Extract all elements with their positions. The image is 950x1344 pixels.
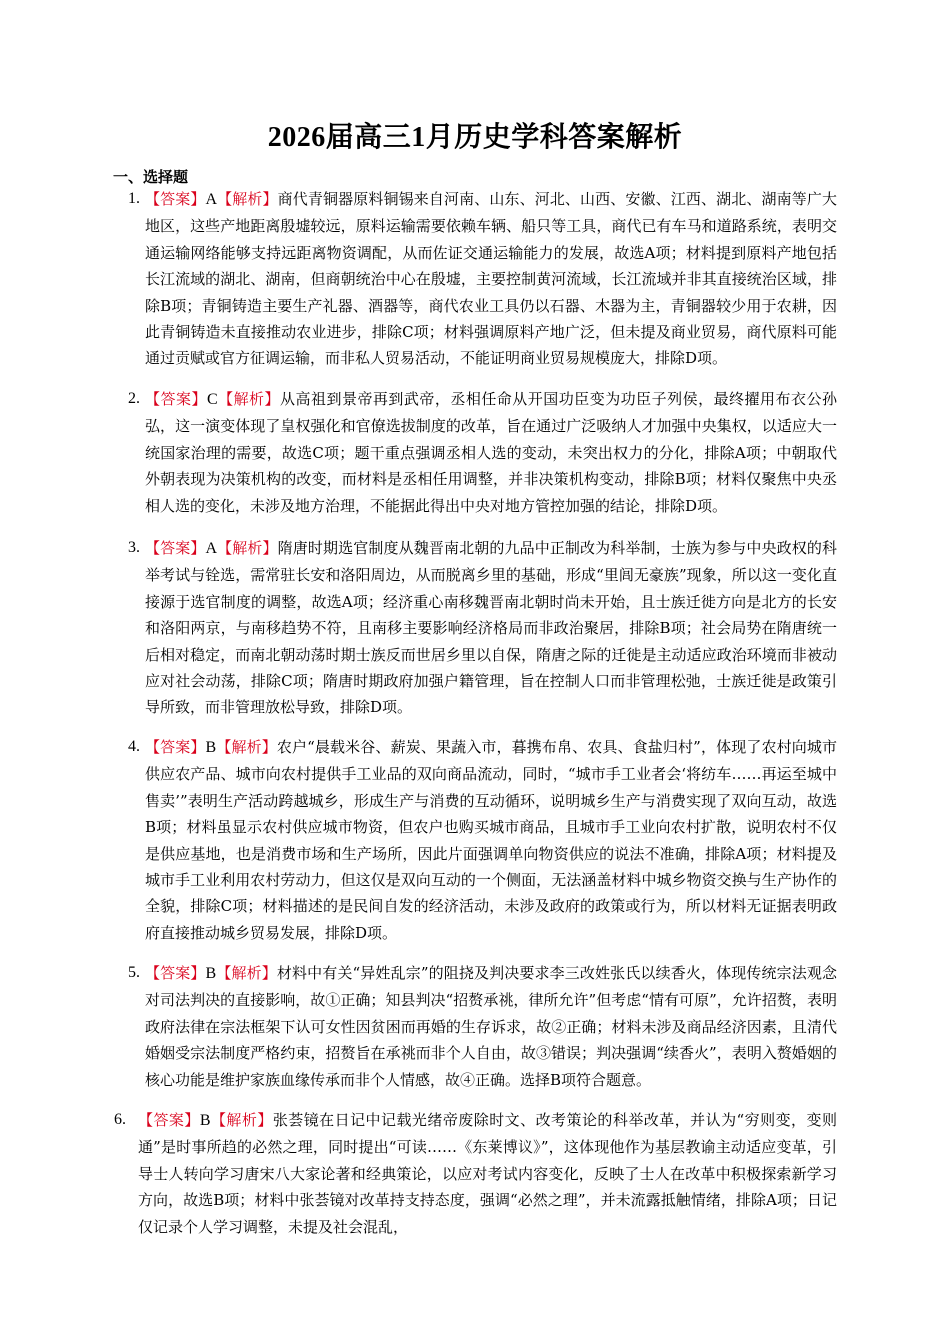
answer-letter: B <box>205 739 217 756</box>
answer-letter: C <box>206 391 218 408</box>
answer-label: 【答案】 <box>145 539 206 557</box>
answer-item-2 <box>128 386 837 519</box>
answer-label: 【答案】 <box>145 190 206 208</box>
analysis-label: 【解析】 <box>216 738 277 756</box>
answer-label: 【答案】 <box>145 964 206 982</box>
analysis-label: 【解析】 <box>217 539 278 557</box>
item-number: 2. <box>128 390 140 407</box>
item-number: 1. <box>128 190 140 207</box>
answer-item-6 <box>114 1107 837 1240</box>
analysis-label: 【解析】 <box>216 964 277 982</box>
answer-letter: A <box>205 191 218 208</box>
item-number: 3. <box>128 539 140 556</box>
analysis-text: 商代青铜器原料铜锡来自河南、山东、河北、山西、安徽、江西、湖北、湖南等广大地区，这些产地距离殷墟较远，原料运输需要依赖车辆、船只等工具，商代已有车马和道路系统，表明交通运输网络能够支持远距离物资调配，从而佐证交通运输能力的发展，故选A项；材料提到原料产地包括长江流域的湖北、湖南，但商朝统治中心在殷墟，主要控制黄河流域，长江流域并非其直接统治区域，排除B项；青铜铸造主要生产礼器、酒器等，商代农业工具仍以石器、木器为主，青铜器较少用于农耕，因此青铜铸造未直接推动农业进步，排除C项；材料强调原料产地广泛，但未提及商业贸易，商代原料可能通过贡赋或官方征调运输，而非私人贸易活动，不能证明商业贸易规模庞大，排除D项。 <box>145 190 837 368</box>
item-number: 4. <box>128 738 140 755</box>
analysis-label: 【解析】 <box>217 190 278 208</box>
answer-label: 【答案】 <box>145 390 207 408</box>
item-number: 5. <box>128 964 140 981</box>
answer-item-1 <box>128 186 837 372</box>
analysis-text: 农户“晨载米谷、薪炭、果蔬入市，暮携布帛、农具、食盐归村”，体现了农村向城市供应农产品、城市向农村提供手工业品的双向商品流动，同时，“城市手工业者会‘将纺车……再运至城中售卖’”表明生产活动跨越城乡，形成生产与消费的互动循环，说明城乡生产与消费实现了双向互动，故选B项；材料虽显示农村供应城市物资，但农户也购买城市商品，且城市手工业向农村扩散，说明农村不仅是供应基地，也是消费市场和生产场所，因此片面强调单向物资供应的说法不准确，排除A项；材料提及城市手工业利用农村劳动力，但这仅是双向互动的一个侧面，无法涵盖材料中城乡物资交换与生产协作的全貌，排除C项；材料描述的是民间自发的经济活动，未涉及政府的政策或行为，所以材料无证据表明政府直接推动城乡贸易发展，排除D项。 <box>145 738 837 942</box>
page-title: 2026届高三1月历史学科答案解析 <box>267 122 683 153</box>
answer-label: 【答案】 <box>138 1111 200 1129</box>
section-heading: 一、选择题 <box>113 168 189 186</box>
answer-item-3 <box>128 535 837 721</box>
analysis-text: 材料中有关“异姓乱宗”的阻挠及判决要求李三改姓张氏以续香火，体现传统宗法观念对司法判决的直接影响，故①正确；知县判决“招赘承祧，律所允许”但考虑“情有可原”，允许招赘，表明政府法律在宗法框架下认可女性因贫困而再婚的生存诉求，故②正确；材料未涉及商品经济因素，且清代婚姻受宗法制度严格约束，招赘旨在承祧而非个人自由，故③错误；判决强调“续香火”，表明入赘婚姻的核心功能是维护家族血缘传承而非个人情感，故④正确。选择B项符合题意。 <box>145 964 837 1089</box>
answer-item-5 <box>128 960 837 1093</box>
answer-label: 【答案】 <box>145 738 206 756</box>
analysis-text: 从高祖到景帝再到武帝，丞相任命从开国功臣变为功臣子列侯，最终擢用布衣公孙弘，这一演变体现了皇权强化和官僚选拔制度的改革，旨在通过广泛吸纳人才加强中央集权，以适应大一统国家治理的需要，故选C项；题干重点强调丞相人选的变动，未突出权力的分化，排除A项；中朝取代外朝表现为决策机构的改变，而材料是丞相任用调整，并非决策机构变动，排除B项；材料仅聚焦中央丞相人选的变化，未涉及地方治理，不能据此得出中央对地方管控加强的结论，排除D项。 <box>145 390 837 515</box>
answer-item-4 <box>128 734 837 946</box>
item-number: 6. <box>114 1111 126 1128</box>
analysis-text: 张荟镜在日记中记载光绪帝废除时文、改考策论的科举改革，并认为“穷则变，变则通”是时事所趋的必然之理，同时提出“可读……《东莱博议》”，这体现他作为基层教谕主动适应变革，引导士人转向学习唐宋八大家论著和经典策论，以应对考试内容变化，反映了士人在改革中积极探索新学习方向，故选B项；材料中张荟镜对改革持支持态度，强调“必然之理”，并未流露抵触情绪，排除A项；日记仅记录个人学习调整，未提及社会混乱， <box>138 1111 837 1236</box>
analysis-label: 【解析】 <box>217 390 281 408</box>
analysis-text: 隋唐时期选官制度从魏晋南北朝的九品中正制改为科举制，士族为参与中央政权的科举考试与铨选，需常驻长安和洛阳周边，从而脱离乡里的基础，形成“里闾无豪族”现象，所以这一变化直接源于选官制度的调整，故选A项；经济重心南移魏晋南北朝时尚未开始，且士族迁徙方向是北方的长安和洛阳两京，与南移趋势不符，且南移主要影响经济格局而非政治聚居，排除B项；社会局势在隋唐统一后相对稳定，而南北朝动荡时期士族反而世居乡里以自保，隋唐之际的迁徙是主动适应政治环境而非被动应对社会动荡，排除C项；隋唐时期政府加强户籍管理，旨在控制人口而非管理松弛，士族迁徙是政策引导所致，而非管理放松导致，排除D项。 <box>145 539 837 717</box>
analysis-label: 【解析】 <box>210 1111 273 1129</box>
answer-letter: A <box>205 540 218 557</box>
answer-letter: B <box>205 965 217 982</box>
answer-letter: B <box>199 1112 211 1129</box>
